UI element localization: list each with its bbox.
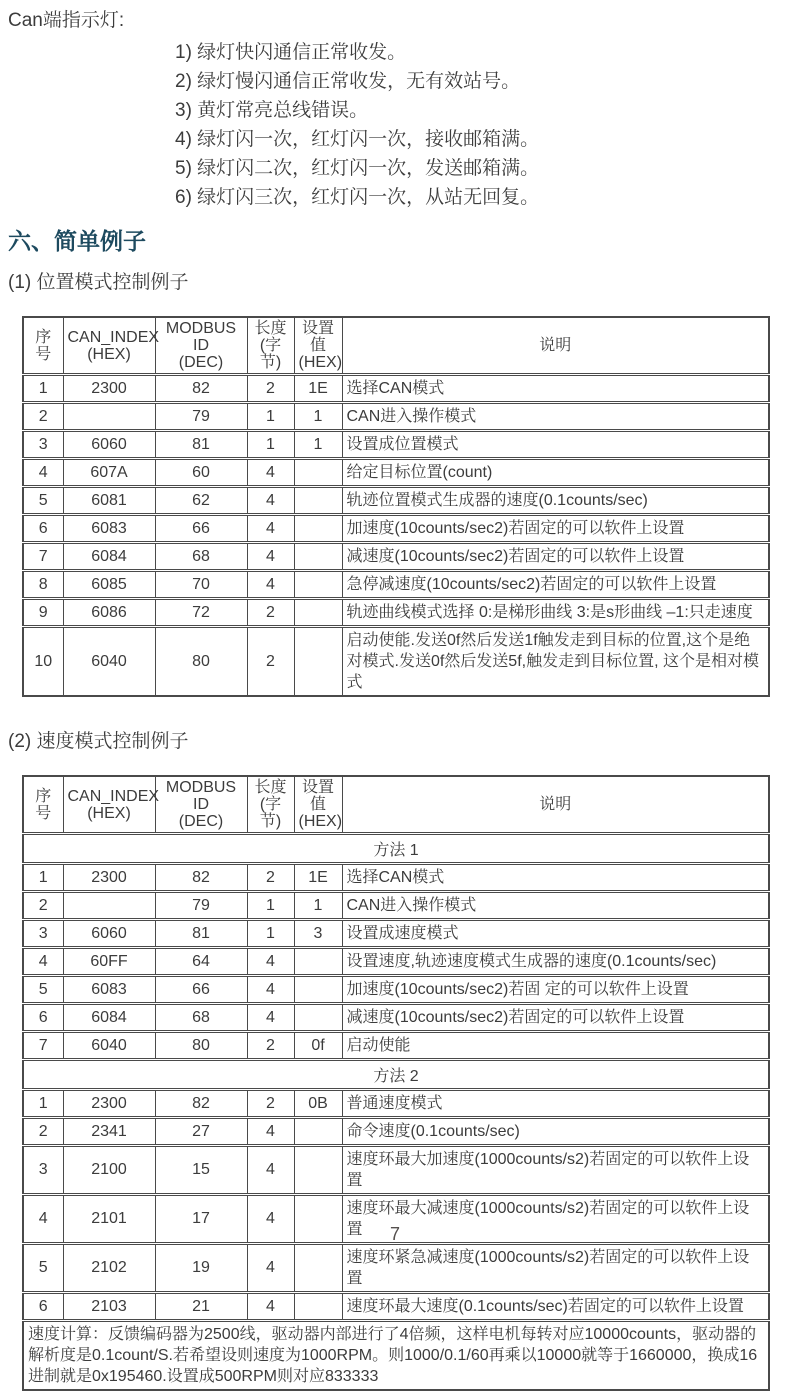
cell-seq: 6: [23, 1004, 63, 1032]
cell-length: 2: [247, 599, 294, 627]
table-row: [23, 571, 769, 599]
column-header-length: 长度 (字节): [247, 776, 294, 834]
cell-value: 1E: [294, 375, 342, 403]
list-item: 5) 绿灯闪二次，红灯闪一次，发送邮箱满。: [175, 158, 540, 179]
cell-can-index: 6040: [63, 627, 155, 697]
cell-seq: 5: [23, 1244, 63, 1293]
cell-seq: 6: [23, 1293, 63, 1321]
cell-modbus-id: 81: [155, 920, 247, 948]
cell-seq: 3: [23, 431, 63, 459]
example2-title: (2) 速度模式控制例子: [8, 731, 189, 752]
cell-desc: 速度环紧急减速度(1000counts/s2)若固定的可以软件上设置: [342, 1244, 769, 1293]
cell-value: 3: [294, 920, 342, 948]
cell-modbus-id: 27: [155, 1118, 247, 1146]
cell-desc: 启动使能: [342, 1032, 769, 1060]
cell-desc: 速度环最大减速度(1000counts/s2)若固定的可以软件上设置: [342, 1195, 769, 1244]
cell-length: 4: [247, 976, 294, 1004]
method2-row: [23, 1060, 769, 1090]
cell-modbus-id: 70: [155, 571, 247, 599]
table-row: [23, 1090, 769, 1118]
method-label: 方法 1: [23, 834, 769, 864]
column-header-seq: 序号: [23, 317, 63, 375]
cell-value: [294, 976, 342, 1004]
cell-desc: 轨迹位置模式生成器的速度(0.1counts/sec): [342, 487, 769, 515]
column-header-modbus-id: MODBUS ID (DEC): [155, 317, 247, 375]
cell-can-index: 6040: [63, 1032, 155, 1060]
speed-mode-table: [22, 775, 770, 1391]
cell-seq: 2: [23, 1118, 63, 1146]
cell-modbus-id: 72: [155, 599, 247, 627]
cell-value: [294, 1004, 342, 1032]
example1-title: (1) 位置模式控制例子: [8, 272, 189, 293]
table-row: [23, 948, 769, 976]
cell-modbus-id: 66: [155, 976, 247, 1004]
cell-value: [294, 1244, 342, 1293]
cell-value: 0B: [294, 1090, 342, 1118]
column-header-value: 设置值 (HEX): [294, 776, 342, 834]
method1-row: [23, 834, 769, 864]
cell-value: 1: [294, 892, 342, 920]
cell-modbus-id: 64: [155, 948, 247, 976]
cell-desc: 减速度(10counts/sec2)若固定的可以软件上设置: [342, 1004, 769, 1032]
table-row: [23, 431, 769, 459]
cell-value: [294, 515, 342, 543]
cell-modbus-id: 17: [155, 1195, 247, 1244]
cell-seq: 2: [23, 403, 63, 431]
indicator-list: [175, 38, 782, 212]
cell-seq: 6: [23, 515, 63, 543]
cell-seq: 7: [23, 543, 63, 571]
cell-length: 1: [247, 920, 294, 948]
cell-length: 2: [247, 864, 294, 892]
cell-seq: 3: [23, 920, 63, 948]
cell-value: 1: [294, 403, 342, 431]
table-row: [23, 487, 769, 515]
cell-can-index: 6085: [63, 571, 155, 599]
list-item: 2) 绿灯慢闪通信正常收发，无有效站号。: [175, 71, 521, 92]
table-row: [23, 1118, 769, 1146]
cell-modbus-id: 82: [155, 375, 247, 403]
column-header-seq: 序号: [23, 776, 63, 834]
cell-desc: 选择CAN模式: [342, 375, 769, 403]
cell-value: [294, 1146, 342, 1195]
table-header-row: [23, 317, 769, 375]
table-row: [23, 599, 769, 627]
cell-length: 4: [247, 487, 294, 515]
cell-can-index: 607A: [63, 459, 155, 487]
cell-modbus-id: 68: [155, 543, 247, 571]
section-heading: 六、简单例子: [8, 228, 146, 254]
column-header-length: 长度 (字节): [247, 317, 294, 375]
cell-value: [294, 459, 342, 487]
cell-modbus-id: 82: [155, 1090, 247, 1118]
cell-value: [294, 627, 342, 697]
cell-desc: 设置速度,轨迹速度模式生成器的速度(0.1counts/sec): [342, 948, 769, 976]
cell-length: 4: [247, 1195, 294, 1244]
table-row: [23, 1146, 769, 1195]
cell-length: 4: [247, 1146, 294, 1195]
cell-can-index: 2300: [63, 864, 155, 892]
cell-length: 4: [247, 1118, 294, 1146]
table-row: [23, 1004, 769, 1032]
cell-can-index: 6086: [63, 599, 155, 627]
list-item: 4) 绿灯闪一次，红灯闪一次，接收邮箱满。: [175, 129, 540, 150]
cell-length: 4: [247, 459, 294, 487]
cell-seq: 4: [23, 459, 63, 487]
cell-can-index: 6060: [63, 431, 155, 459]
cell-modbus-id: 68: [155, 1004, 247, 1032]
cell-desc: 普通速度模式: [342, 1090, 769, 1118]
cell-value: 1E: [294, 864, 342, 892]
cell-desc: 命令速度(0.1counts/sec): [342, 1118, 769, 1146]
table-row: [23, 375, 769, 403]
cell-length: 4: [247, 543, 294, 571]
cell-value: [294, 1118, 342, 1146]
column-header-can-index: CAN_INDEX (HEX): [63, 317, 155, 375]
cell-desc: 加速度(10counts/sec2)若固定的可以软件上设置: [342, 515, 769, 543]
cell-length: 1: [247, 403, 294, 431]
cell-modbus-id: 80: [155, 627, 247, 697]
cell-modbus-id: 66: [155, 515, 247, 543]
cell-desc: 轨迹曲线模式选择 0:是梯形曲线 3:是s形曲线 –1:只走速度: [342, 599, 769, 627]
note-row: [23, 1321, 769, 1391]
table-row: [23, 892, 769, 920]
cell-can-index: 2102: [63, 1244, 155, 1293]
cell-seq: 4: [23, 948, 63, 976]
cell-value: 1: [294, 431, 342, 459]
cell-seq: 7: [23, 1032, 63, 1060]
cell-desc: 速度环最大速度(0.1counts/sec)若固定的可以软件上设置: [342, 1293, 769, 1321]
cell-length: 4: [247, 1293, 294, 1321]
cell-can-index: 2101: [63, 1195, 155, 1244]
cell-modbus-id: 62: [155, 487, 247, 515]
cell-value: [294, 1293, 342, 1321]
cell-seq: 1: [23, 375, 63, 403]
cell-modbus-id: 81: [155, 431, 247, 459]
table-row: [23, 459, 769, 487]
cell-modbus-id: 79: [155, 892, 247, 920]
cell-length: 4: [247, 571, 294, 599]
speed-calc-note: 速度计算：反馈编码器为2500线，驱动器内部进行了4倍频，这样电机每转对应10000counts，驱动器的解析度是0.1count/S.若希望设则速度为1000RPM。则1000/0.1/60再乘以10000就等于1660000，换成16进制就是0x195460.设置成500RPM则对应833333: [23, 1321, 769, 1391]
cell-desc: CAN进入操作模式: [342, 403, 769, 431]
cell-seq: 1: [23, 864, 63, 892]
cell-modbus-id: 82: [155, 864, 247, 892]
cell-desc: CAN进入操作模式: [342, 892, 769, 920]
cell-desc: 设置成位置模式: [342, 431, 769, 459]
cell-modbus-id: 60: [155, 459, 247, 487]
cell-seq: 5: [23, 487, 63, 515]
cell-value: 0f: [294, 1032, 342, 1060]
cell-desc: 速度环最大加速度(1000counts/s2)若固定的可以软件上设置: [342, 1146, 769, 1195]
cell-can-index: 6083: [63, 515, 155, 543]
list-item: 6) 绿灯闪三次，红灯闪一次，从站无回复。: [175, 187, 540, 208]
cell-length: 2: [247, 1032, 294, 1060]
cell-can-index: 60FF: [63, 948, 155, 976]
table-row: [23, 627, 769, 697]
cell-length: 2: [247, 627, 294, 697]
table-row: [23, 403, 769, 431]
cell-modbus-id: 80: [155, 1032, 247, 1060]
position-mode-table: [22, 316, 770, 697]
column-header-value: 设置值 (HEX): [294, 317, 342, 375]
cell-seq: 9: [23, 599, 63, 627]
table-row: [23, 920, 769, 948]
cell-length: 2: [247, 375, 294, 403]
table-row: [23, 1244, 769, 1293]
cell-can-index: 2300: [63, 375, 155, 403]
cell-value: [294, 599, 342, 627]
cell-seq: 3: [23, 1146, 63, 1195]
column-header-can-index: CAN_INDEX (HEX): [63, 776, 155, 834]
cell-desc: 给定目标位置(count): [342, 459, 769, 487]
cell-length: 4: [247, 515, 294, 543]
cell-length: 1: [247, 892, 294, 920]
can-indicator-title: Can端指示灯:: [8, 10, 125, 31]
cell-seq: 1: [23, 1090, 63, 1118]
cell-can-index: 2103: [63, 1293, 155, 1321]
cell-modbus-id: 19: [155, 1244, 247, 1293]
cell-can-index: 6084: [63, 1004, 155, 1032]
cell-length: 4: [247, 1244, 294, 1293]
column-header-modbus-id: MODBUS ID (DEC): [155, 776, 247, 834]
column-header-desc: 说明: [342, 317, 769, 375]
cell-can-index: [63, 403, 155, 431]
cell-desc: 急停减速度(10counts/sec2)若固定的可以软件上设置: [342, 571, 769, 599]
column-header-desc: 说明: [342, 776, 769, 834]
cell-seq: 5: [23, 976, 63, 1004]
list-item: 1) 绿灯快闪通信正常收发。: [175, 42, 407, 63]
cell-can-index: 6081: [63, 487, 155, 515]
cell-desc: 设置成速度模式: [342, 920, 769, 948]
cell-seq: 8: [23, 571, 63, 599]
list-item: 3) 黄灯常亮总线错误。: [175, 100, 369, 121]
cell-modbus-id: 79: [155, 403, 247, 431]
cell-modbus-id: 15: [155, 1146, 247, 1195]
page-number: 7: [389, 1224, 400, 1244]
cell-value: [294, 543, 342, 571]
table-row: [23, 976, 769, 1004]
table-row: [23, 1293, 769, 1321]
cell-desc: 加速度(10counts/sec2)若固 定的可以软件上设置: [342, 976, 769, 1004]
cell-value: [294, 487, 342, 515]
cell-length: 4: [247, 1004, 294, 1032]
cell-can-index: 6083: [63, 976, 155, 1004]
cell-can-index: 2100: [63, 1146, 155, 1195]
cell-value: [294, 571, 342, 599]
cell-can-index: 2341: [63, 1118, 155, 1146]
cell-can-index: [63, 892, 155, 920]
cell-length: 1: [247, 431, 294, 459]
table-row: [23, 1032, 769, 1060]
cell-length: 2: [247, 1090, 294, 1118]
cell-desc: 启动使能.发送0f然后发送1f触发走到目标的位置,这个是绝对模式.发送0f然后发送5f,触发走到目标位置, 这个是相对模式: [342, 627, 769, 697]
table-header-row: [23, 776, 769, 834]
table-row: [23, 543, 769, 571]
table-row: [23, 515, 769, 543]
cell-modbus-id: 21: [155, 1293, 247, 1321]
cell-seq: 4: [23, 1195, 63, 1244]
cell-desc: 减速度(10counts/sec2)若固定的可以软件上设置: [342, 543, 769, 571]
cell-seq: 2: [23, 892, 63, 920]
cell-can-index: 2300: [63, 1090, 155, 1118]
cell-can-index: 6060: [63, 920, 155, 948]
cell-value: [294, 948, 342, 976]
cell-can-index: 6084: [63, 543, 155, 571]
cell-desc: 选择CAN模式: [342, 864, 769, 892]
method-label: 方法 2: [23, 1060, 769, 1090]
cell-length: 4: [247, 948, 294, 976]
cell-seq: 10: [23, 627, 63, 697]
table-row: [23, 864, 769, 892]
